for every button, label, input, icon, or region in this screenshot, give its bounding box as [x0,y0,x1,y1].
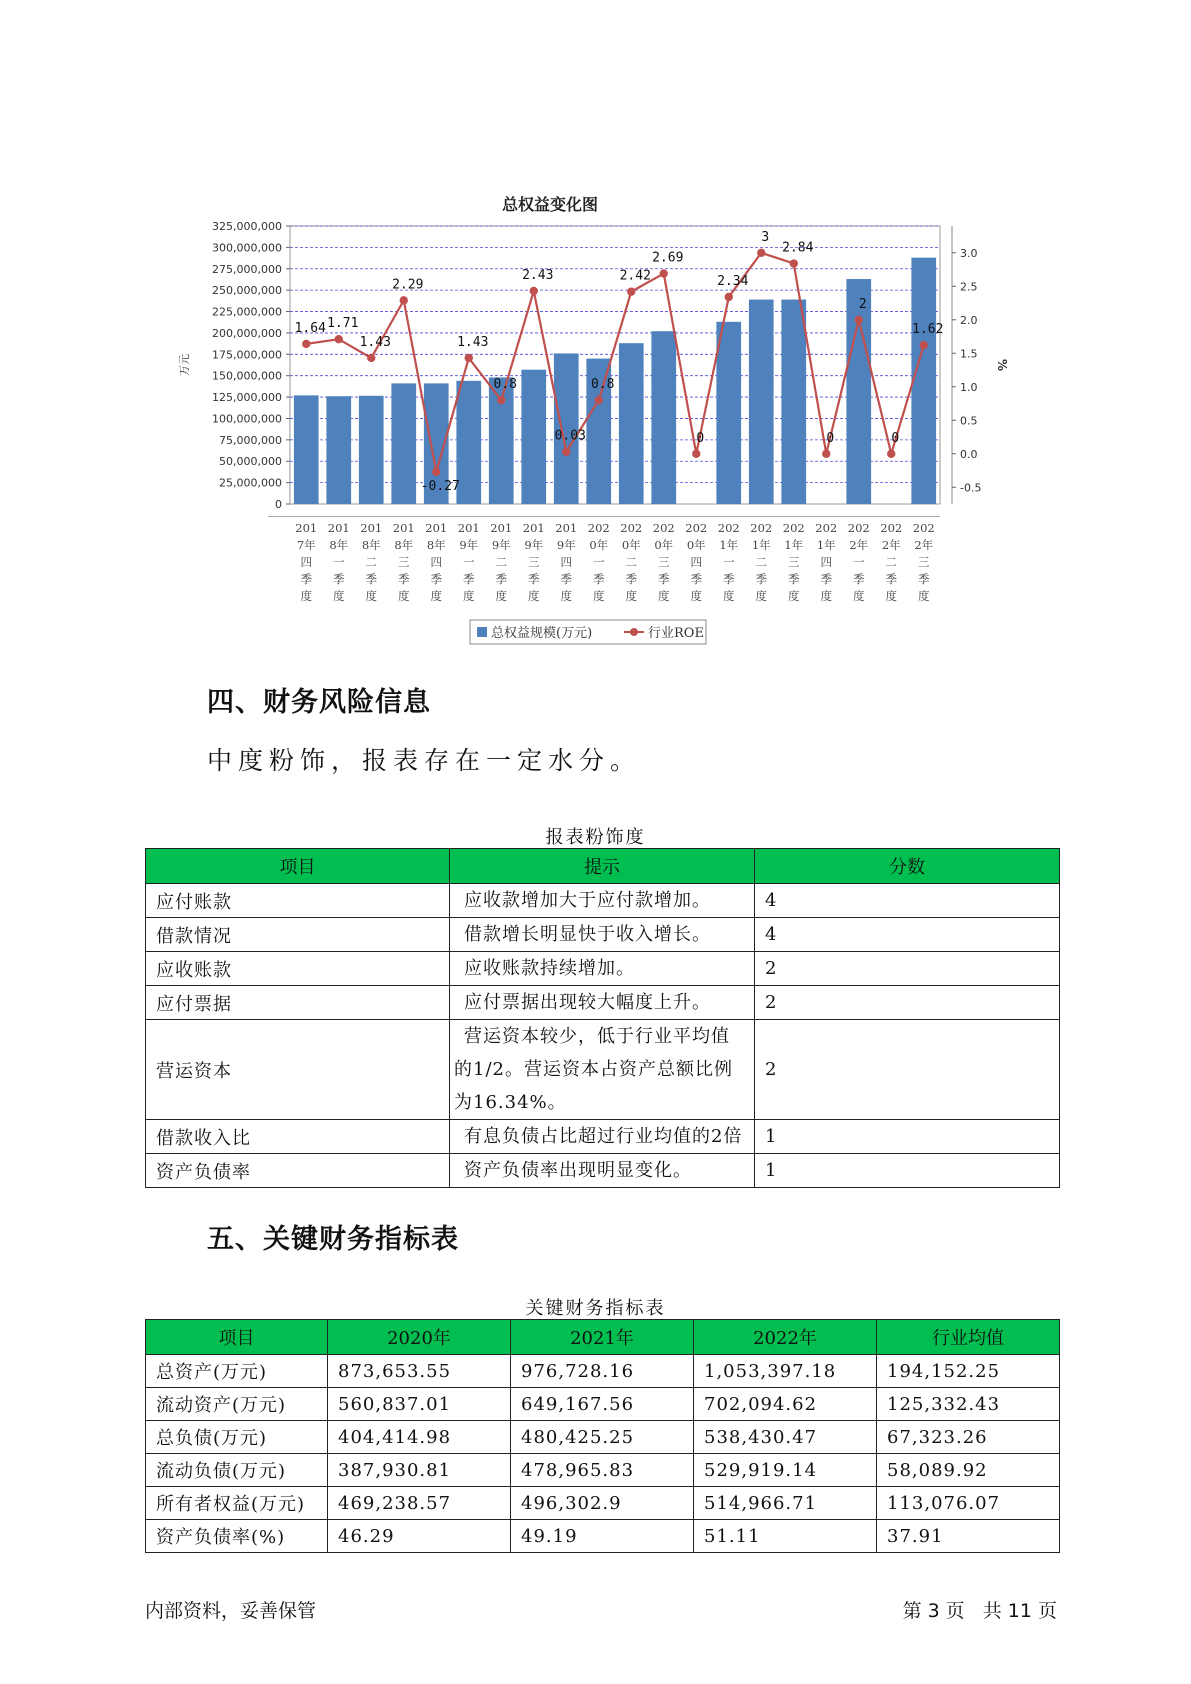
x-tick-label: 度 [885,589,897,603]
equity-chart-svg [150,190,1009,660]
x-tick-label: 1年 [719,538,739,552]
key-cell: 125,332.43 [877,1388,1060,1421]
key-header: 项目 [146,1320,328,1355]
page-prefix: 第 [902,1600,922,1622]
footer-confidential: 内部资料，妥善保管 [145,1600,317,1622]
x-tick-label: 201 [392,521,415,535]
key-cell: 478,965.83 [511,1454,694,1487]
table-row [146,1421,1060,1454]
bar [294,395,319,504]
roe-data-label: -0.27 [420,478,460,494]
right-tick-label: 1.0 [960,380,978,394]
risk-hint-text: 应收款增加大于应付款增加。 [464,890,711,911]
x-tick-label: 季 [398,572,410,586]
key-cell: 51.11 [694,1520,877,1553]
roe-data-label: 2.43 [522,267,554,283]
risk-hint-text: 有息负债占比超过行业均值的2倍 [464,1126,743,1147]
roe-point [790,259,798,267]
risk-score: 2 [755,986,1060,1020]
x-tick-label: 1年 [784,538,804,552]
key-cell: 46.29 [328,1520,511,1553]
bar [716,322,741,504]
x-tick-label: 季 [333,572,345,586]
roe-point [465,354,473,362]
x-tick-label: 202 [782,521,805,535]
x-tick-label: 201 [457,521,480,535]
x-tick-label: 四 [300,555,312,569]
key-cell: 702,094.62 [694,1388,877,1421]
roe-data-label: 0 [891,430,900,446]
x-tick-label: 季 [853,572,865,586]
left-tick-label: 0 [275,498,282,511]
x-tick-label: 202 [847,521,870,535]
x-tick-label: 度 [300,589,312,603]
risk-hint [450,986,755,1020]
x-tick-label: 8年 [394,538,414,552]
right-tick-label: 3.0 [960,246,978,260]
x-tick-label: 202 [912,521,935,535]
x-tick-label: 季 [365,572,377,586]
x-tick-label: 一 [723,555,735,569]
x-tick-label: 四 [430,555,442,569]
x-tick-label: 度 [658,589,670,603]
key-header: 行业均值 [877,1320,1060,1355]
risk-item: 借款收入比 [146,1120,450,1154]
x-tick-label: 202 [815,521,838,535]
roe-data-label: 2.84 [782,240,814,256]
table-row [146,1487,1060,1520]
y-axis-label: 万元 [178,354,191,376]
x-tick-label: 度 [788,589,800,603]
x-tick-label: 度 [820,589,832,603]
x-tick-label: 季 [430,572,442,586]
risk-score: 2 [755,1020,1060,1120]
footer-page-number [900,1596,1060,1623]
x-tick-label: 季 [690,572,702,586]
risk-hint-line: 营运资本较少，低于行业平均值 [464,1026,730,1047]
roe-point [530,287,538,295]
x-tick-label: 8年 [361,538,381,552]
roe-data-label: 0 [696,430,705,446]
x-tick-label: 2年 [881,538,901,552]
roe-data-label: 1.43 [457,334,489,350]
key-cell: 流动负债(万元) [146,1454,328,1487]
table-row [146,1454,1060,1487]
x-tick-label: 一 [593,555,605,569]
left-tick-label: 175,000,000 [212,348,282,362]
x-tick-label: 季 [755,572,767,586]
key-cell: 538,430.47 [694,1421,877,1454]
x-tick-label: 0年 [654,538,674,552]
risk-section-title: 四、财务风险信息 [207,687,431,718]
x-tick-label: 三 [528,555,540,569]
x-tick-label: 0年 [686,538,706,552]
key-cell: 1,053,397.18 [694,1355,877,1388]
bar [781,300,806,504]
bar [326,396,351,504]
key-cell: 514,966.71 [694,1487,877,1520]
key-cell: 529,919.14 [694,1454,877,1487]
right-tick-label: 0.0 [960,447,978,461]
legend-bar-swatch [477,627,487,637]
legend-bar-label: 总权益规模(万元) [491,626,593,641]
key-cell: 所有者权益(万元) [146,1487,328,1520]
roe-point [725,293,733,301]
left-tick-label: 100,000,000 [212,412,282,426]
risk-table [145,848,1060,1188]
risk-hint [450,884,755,918]
roe-data-label: 2.29 [392,277,424,293]
key-cell: 49.19 [511,1520,694,1553]
roe-data-label: 0.8 [591,377,615,393]
x-tick-label: 1年 [751,538,771,552]
bar [749,300,774,504]
risk-hint-text: 资产负债率出现明显变化。 [464,1160,692,1181]
x-tick-label: 度 [398,589,410,603]
table-row [146,1154,1060,1188]
roe-point [302,340,310,348]
roe-point [757,249,765,257]
left-tick-label: 75,000,000 [219,433,282,447]
roe-point [660,269,668,277]
right-tick-label: 2.5 [960,280,978,294]
x-tick-label: 四 [820,555,832,569]
table-row [146,1520,1060,1553]
total-suffix: 页 [1037,1600,1057,1622]
key-header: 2022年 [694,1320,877,1355]
risk-header-hint: 提示 [450,849,755,884]
bar [619,343,644,504]
total-num: 11 [1007,1600,1032,1622]
table-row [146,1355,1060,1388]
risk-item: 应付账款 [146,884,450,918]
x-tick-label: 7年 [296,538,316,552]
x-tick-label: 三 [658,555,670,569]
left-tick-label: 50,000,000 [219,455,282,469]
roe-point [887,450,895,458]
x-tick-label: 一 [463,555,475,569]
risk-score: 1 [755,1154,1060,1188]
bar [911,258,936,504]
roe-point [920,341,928,349]
x-tick-label: 8年 [426,538,446,552]
roe-data-label: 2 [858,296,867,312]
roe-data-label: 1.43 [359,334,391,350]
roe-point [335,335,343,343]
x-tick-label: 季 [300,572,312,586]
bar [846,279,871,504]
key-cell: 560,837.01 [328,1388,511,1421]
x-tick-label: 9年 [524,538,544,552]
risk-summary: 中度粉饰，报表存在一定水分。 [207,746,642,775]
x-tick-label: 8年 [329,538,349,552]
left-tick-label: 25,000,000 [219,476,282,490]
risk-score: 1 [755,1120,1060,1154]
risk-score: 2 [755,952,1060,986]
key-cell: 总资产(万元) [146,1355,328,1388]
roe-point [855,316,863,324]
roe-data-label: 1.71 [327,316,359,332]
key-table-caption: 关键财务指标表 [525,1298,666,1319]
x-tick-label: 201 [295,521,318,535]
risk-table-header-row [146,849,1060,884]
x-tick-label: 9年 [556,538,576,552]
x-tick-label: 四 [560,555,572,569]
x-tick-label: 度 [625,589,637,603]
page-mid: 页 [945,1600,965,1622]
total-prefix: 共 [982,1600,1002,1622]
key-cell: 873,653.55 [328,1355,511,1388]
key-cell: 资产负债率(%) [146,1520,328,1553]
legend-line-label: 行业ROE [648,626,704,641]
table-row [146,1388,1060,1421]
table-row [146,884,1060,918]
roe-data-label: 0.03 [554,428,586,444]
x-tick-label: 度 [593,589,605,603]
key-cell: 976,728.16 [511,1355,694,1388]
x-tick-label: 201 [555,521,578,535]
x-tick-label: 2年 [849,538,869,552]
plot-area [290,226,940,504]
x-tick-label: 二 [365,555,377,569]
bar [651,331,676,504]
right-tick-label: 2.0 [960,313,978,327]
roe-data-label: 2.69 [652,250,684,266]
x-tick-label: 季 [820,572,832,586]
risk-score: 4 [755,884,1060,918]
bar [456,381,481,504]
table-row [146,986,1060,1020]
x-tick-label: 0年 [589,538,609,552]
roe-data-label: 0 [826,430,835,446]
key-table-header-row [146,1320,1060,1355]
left-tick-label: 250,000,000 [212,284,282,298]
x-tick-label: 2年 [914,538,934,552]
legend-line-marker [630,628,638,636]
left-tick-label: 325,000,000 [212,220,282,233]
x-tick-label: 四 [690,555,702,569]
roe-data-label: 3 [761,229,770,245]
key-cell: 496,302.9 [511,1487,694,1520]
x-tick-label: 季 [528,572,540,586]
risk-hint-line: 的1/2。营运资本占资产总额比例 [454,1059,733,1080]
x-tick-label: 季 [593,572,605,586]
x-tick-label: 二 [625,555,637,569]
roe-point [497,396,505,404]
risk-hint-text: 应付票据出现较大幅度上升。 [464,992,711,1013]
x-tick-label: 季 [495,572,507,586]
key-header: 2021年 [511,1320,694,1355]
roe-data-label: 2.42 [619,268,651,284]
risk-hint-text: 借款增长明显快于收入增长。 [464,924,711,945]
right-tick-label: 0.5 [960,414,978,428]
x-tick-label: 度 [495,589,507,603]
roe-point [432,468,440,476]
bar [359,396,384,504]
left-tick-label: 150,000,000 [212,369,282,383]
x-tick-label: 三 [398,555,410,569]
table-row [146,952,1060,986]
x-tick-label: 0年 [621,538,641,552]
x-tick-label: 三 [918,555,930,569]
left-tick-label: 275,000,000 [212,262,282,276]
roe-data-label: 2.34 [717,274,749,290]
risk-hint [450,918,755,952]
roe-point [595,396,603,404]
risk-score: 4 [755,918,1060,952]
x-tick-label: 202 [620,521,643,535]
x-tick-label: 9年 [459,538,479,552]
left-tick-label: 200,000,000 [212,326,282,340]
risk-hint-line: 为16.34%。 [454,1092,567,1113]
x-tick-label: 二 [885,555,897,569]
key-cell: 649,167.56 [511,1388,694,1421]
x-tick-label: 度 [560,589,572,603]
x-tick-label: 度 [365,589,377,603]
x-tick-label: 度 [690,589,702,603]
x-tick-label: 二 [495,555,507,569]
x-tick-label: 201 [327,521,350,535]
risk-header-item: 项目 [146,849,450,884]
roe-data-label: 1.62 [912,322,944,338]
table-row [146,918,1060,952]
x-tick-label: 201 [425,521,448,535]
risk-item: 营运资本 [146,1020,450,1120]
roe-data-label: 0.8 [493,377,517,393]
x-tick-label: 202 [652,521,675,535]
bar [521,370,546,504]
equity-chart [150,190,1009,660]
roe-point [627,287,635,295]
roe-point [692,450,700,458]
x-tick-label: 季 [788,572,800,586]
x-tick-label: 201 [522,521,545,535]
x-tick-label: 度 [918,589,930,603]
x-tick-label: 度 [333,589,345,603]
roe-point [367,354,375,362]
risk-header-score: 分数 [755,849,1060,884]
chart-title: 总权益变化图 [501,195,599,214]
risk-hint-text: 应收账款持续增加。 [464,958,635,979]
key-cell: 总负债(万元) [146,1421,328,1454]
risk-item: 应付票据 [146,986,450,1020]
x-tick-label: 三 [788,555,800,569]
risk-item: 借款情况 [146,918,450,952]
x-tick-label: 度 [723,589,735,603]
key-cell: 37.91 [877,1520,1060,1553]
table-row [146,1120,1060,1154]
key-section-title: 五、关键财务指标表 [207,1224,459,1255]
x-tick-label: 度 [463,589,475,603]
risk-hint [450,952,755,986]
key-cell: 387,930.81 [328,1454,511,1487]
bar [391,383,416,504]
left-tick-label: 125,000,000 [212,391,282,405]
x-tick-label: 202 [587,521,610,535]
risk-hint [450,1120,755,1154]
page-num: 3 [927,1600,940,1622]
risk-item: 应收账款 [146,952,450,986]
key-cell: 469,238.57 [328,1487,511,1520]
x-tick-label: 二 [755,555,767,569]
x-tick-label: 季 [560,572,572,586]
x-tick-label: 202 [750,521,773,535]
right-tick-label: -0.5 [960,481,982,495]
x-tick-label: 202 [685,521,708,535]
x-tick-label: 202 [717,521,740,535]
left-tick-label: 300,000,000 [212,241,282,255]
roe-point [562,448,570,456]
key-cell: 67,323.26 [877,1421,1060,1454]
right-tick-label: 1.5 [960,347,978,361]
key-cell: 404,414.98 [328,1421,511,1454]
table-row [146,1020,1060,1120]
x-tick-label: 1年 [816,538,836,552]
x-tick-label: 季 [625,572,637,586]
x-tick-label: 季 [463,572,475,586]
x-tick-label: 201 [360,521,383,535]
x-tick-label: 度 [755,589,767,603]
x-tick-label: 季 [918,572,930,586]
key-table [145,1319,1060,1553]
x-tick-label: 季 [658,572,670,586]
risk-table-caption: 报表粉饰度 [545,827,646,848]
x-tick-label: 度 [853,589,865,603]
x-axis-line [268,516,940,517]
x-tick-label: 9年 [491,538,511,552]
x-tick-label: 201 [490,521,513,535]
roe-point [822,450,830,458]
y2-axis-label: % [995,358,1009,372]
risk-item: 资产负债率 [146,1154,450,1188]
x-tick-label: 一 [853,555,865,569]
left-tick-label: 225,000,000 [212,305,282,319]
key-cell: 113,076.07 [877,1487,1060,1520]
x-tick-label: 度 [528,589,540,603]
x-tick-label: 一 [333,555,345,569]
x-tick-label: 季 [723,572,735,586]
x-tick-label: 202 [880,521,903,535]
x-tick-label: 季 [885,572,897,586]
risk-hint [450,1020,755,1120]
roe-data-label: 1.64 [294,320,326,336]
key-cell: 流动资产(万元) [146,1388,328,1421]
key-header: 2020年 [328,1320,511,1355]
risk-hint [450,1154,755,1188]
roe-point [400,296,408,304]
x-tick-label: 度 [430,589,442,603]
key-cell: 194,152.25 [877,1355,1060,1388]
key-cell: 58,089.92 [877,1454,1060,1487]
key-cell: 480,425.25 [511,1421,694,1454]
